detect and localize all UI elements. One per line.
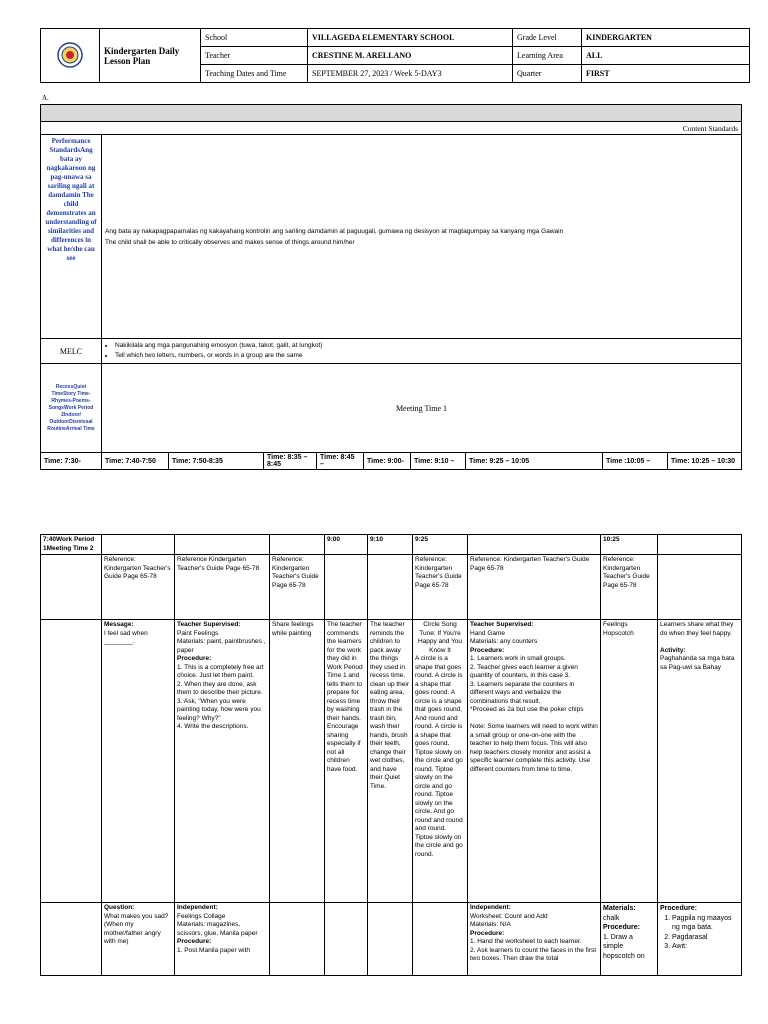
performance-text-2: The child shall be able to critically observes and makes sense of things around him/her (105, 238, 355, 246)
chalk-materials-title: Materials: (603, 905, 636, 912)
time-cell: Time: 8:45 – (317, 453, 364, 470)
quarter-label: Quarter (513, 65, 582, 83)
activities-table (40, 534, 742, 976)
commends-cell: The teacher commends the learners for the work they did in Work Period Time 1 and tells them to prepare for recess time by washing their hands. Encourage sharing especially if not all children have food. (325, 620, 368, 903)
hopscotch-cell: Feelings Hopscotch (601, 620, 658, 903)
circle-song-text: A circle is a shape that goes round. A circle is a shape that goes round. A circle is a shape that goes round, And round and round. A circle is a shape that goes round. Tiptoe slowly on the circle and go round. Tiptoe slowly on the circle and go round. Tiptoe slowly on the circle, And go round and round and round. Tiptoe slowly on the circle and go round. (415, 655, 463, 858)
melc-list (105, 341, 738, 361)
final-procedure-title: Procedure: (660, 905, 697, 912)
paint-step: 4. Write the descriptions. (177, 723, 249, 730)
question-text: What makes you sad? (When my mother/father angry with me) (104, 912, 169, 945)
procedure-title: Procedure: (177, 938, 212, 945)
circle-song-cell (413, 620, 468, 903)
performance-standards-cell (41, 135, 102, 339)
deped-seal-icon (57, 42, 83, 68)
header-cell (175, 535, 270, 555)
time-cell: Time: 7:30- (41, 453, 102, 470)
deped-seal-cell (41, 29, 100, 83)
final-step: 2. Pagdarasal (672, 933, 739, 943)
area-value: ALL (582, 47, 750, 65)
hand-note: Note: Some learners will need to work within a small group or one-on-one with the teacher to help them focus. This will also help teachers closely monitor and assist a specific learner complete this activity. Use different counters from time to time. (470, 723, 598, 773)
time-cell: Time: 9:25 – 10:05 (466, 453, 603, 470)
paint-step: 3. Ask, "When you were painting today, how were you feeling? Why?" (177, 697, 261, 722)
performance-text-1: Ang bata ay nakapagpapamalas ng kakayahang kontrolin ang sariling damdamin at paguugali, gumawa ng desisyon at magtagumpay sa kanyang mga Gawain (105, 227, 564, 235)
performance-standards-label: Performance StandardsAng bata ay nagkakaroon ng pag-unawa sa sariling ugali at damdamin The child demonstrates an understanding of similarities and differences in what he/she can see (45, 137, 97, 262)
time-cell: Time: 10:25 – 10:30 (668, 453, 742, 470)
paint-feelings-cell (175, 620, 270, 903)
circle-song-title: Circle Song Tune: If You're Happy and You Know It (417, 621, 463, 654)
activity-title: Activity: (660, 646, 686, 654)
worksheet-cell (468, 903, 601, 976)
chalk-cell (601, 903, 658, 976)
title-cell (100, 29, 201, 83)
teacher-supervised-title: Teacher Supervised: (470, 621, 534, 628)
empty-cell (368, 903, 413, 976)
content-standards-label: Content Standards (41, 122, 742, 135)
chalk-procedure: Procedure: (603, 924, 640, 931)
header-cell: 10:25 (601, 535, 658, 555)
hand-step: *Proceed as 2a but use the poker chips (470, 706, 584, 713)
hand-step: 2. Teacher gives each learner a given quantity of counters, in this case 3. (470, 663, 578, 679)
reference-cell (368, 555, 413, 620)
procedure-title: Procedure: (470, 929, 505, 937)
time-cell: Time: 9:10 – (411, 453, 466, 470)
reference-cell: Reference: Kindergarten Teacher's Guide Page 65-78 (601, 555, 658, 620)
header-cell: 9:00 (325, 535, 368, 555)
collage-step: 1. Post Manila paper with (177, 946, 250, 954)
meeting-time-1: Meeting Time 1 (102, 364, 742, 453)
procedure-title: Procedure: (177, 655, 212, 662)
time-cell: Time: 7:40-7:50 (102, 453, 169, 470)
worksheet-step: 2. Ask learners to count the faces in the first two boxes. Then draw the total (470, 946, 597, 962)
hand-materials: Materials: any counters (470, 638, 538, 645)
paint-step: 2. When they are done, ask them to describe their picture. (177, 680, 263, 696)
dates-value: SEPTEMBER 27, 2023 / Week 5-DAY3 (308, 65, 513, 83)
message-cell (102, 620, 175, 903)
reminds-cell: The teacher reminds the children to pack away the things they used in recess time, clean up their eating area, throw their trash in the trash bin, wash their hands, brush their teeth, change their wet clothes, and have their Quiet Time. (368, 620, 413, 903)
collage-materials: Materials: magazines, scissors, glue, Manila paper (177, 921, 258, 937)
message-title: Message: (104, 621, 134, 628)
gray-band (41, 105, 742, 122)
procedure-title: Procedure: (470, 646, 505, 654)
header-cell (270, 535, 325, 555)
header-cell (468, 535, 601, 555)
melc-item: • Tell which two letters, numbers, or words in a group are the same (115, 351, 738, 361)
chalk-step: 1. Draw a simple hopscotch on (603, 933, 645, 960)
time-cell: Time :10:05 – (603, 453, 668, 470)
teacher-value: CRESTINE M. ARELLANO (308, 47, 513, 65)
hand-step: 3. Learners separate the counters in different ways and verbalize the combinations that result. (470, 680, 575, 705)
question-row-cell (41, 903, 102, 976)
header-cell (102, 535, 175, 555)
grade-value: KINDERGARTEN (582, 29, 750, 47)
question-cell (102, 903, 175, 976)
final-steps-list (660, 914, 739, 952)
page-title: Kindergarten Daily Lesson Plan (104, 45, 180, 66)
empty-cell (270, 903, 325, 976)
reference-cell (41, 555, 102, 620)
melc-cell (102, 339, 742, 364)
activity-cell (41, 620, 102, 903)
independent-title: Independent: (177, 904, 218, 911)
hand-game-title: Hand Game (470, 629, 506, 637)
dates-label: Teaching Dates and Time (201, 65, 308, 83)
reference-cell: Reference Kindergarten Teacher's Guide Page 65-78 (175, 555, 270, 620)
worksheet-step: 1. Hand the worksheet to each learner. (470, 938, 582, 945)
header-cell: 9:10 (368, 535, 413, 555)
hand-game-cell (468, 620, 601, 903)
section-a-label: A. (42, 94, 49, 102)
time-cell: Time: 7:50-8:35 (169, 453, 264, 470)
final-step: 1. Pagpila ng maayos ng mga bata. (672, 914, 739, 933)
reference-cell: Reference: Kindergarten Teacher's Guide Page 65-78 (468, 555, 601, 620)
header-cell (658, 535, 742, 555)
collage-cell (175, 903, 270, 976)
school-value: VILLAGEDA ELEMENTARY SCHOOL (308, 29, 513, 47)
empty-cell (413, 903, 468, 976)
final-step: 3. Awit: (672, 942, 739, 952)
final-procedure-cell (658, 903, 742, 976)
share-happy-cell (658, 620, 742, 903)
teacher-supervised-title: Teacher Supervised: (177, 621, 241, 628)
paint-materials: Materials: paint, paintbrushes , paper (177, 638, 266, 654)
reference-cell (325, 555, 368, 620)
quarter-value: FIRST (582, 65, 750, 83)
school-label: School (201, 29, 308, 47)
empty-cell (325, 903, 368, 976)
teacher-label: Teacher (201, 47, 308, 65)
paint-title: Paint Feelings (177, 629, 219, 637)
time-cell: Time: 8:35 – 8:45 (264, 453, 317, 470)
reference-cell: Reference: Kindergarten Teacher's Guide Page 65-78 (270, 555, 325, 620)
grade-label: Grade Level (513, 29, 582, 47)
reference-cell (658, 555, 742, 620)
question-title: Question: (104, 904, 135, 911)
worksheet-materials: Materials: N/A (470, 921, 511, 928)
independent-title: Independent: (470, 904, 511, 911)
share-happy-text: Learners share what they do when they feel happy. (660, 621, 734, 637)
chalk-text: chalk (603, 914, 620, 922)
routine-cell (41, 364, 102, 453)
worksheet-text: Worksheet: Count and Add (470, 912, 548, 920)
routine-label: RecessQuiet TimeStory Time-Rhymes-Poems-SongsWork Period 2Indoor/ OutdoorDismissal RoutineArrival Time (47, 383, 95, 432)
hand-step: 1. Learners work in small groups. (470, 655, 566, 662)
collage-title: Feelings Collage (177, 912, 226, 920)
melc-item: • Nakikilala ang mga pangunahing emosyon (tuwa, takot, galit, at lungkot) (115, 341, 738, 351)
activity-text: Paghahanda sa mga bata sa Pag-uwi sa Bahay (660, 655, 735, 671)
area-label: Learning Area (513, 47, 582, 65)
melc-label: MELC (41, 339, 102, 364)
header-table (40, 28, 750, 83)
paint-step: 1. This is a completely free art choice. Just let them paint. (177, 663, 264, 679)
message-text: I feel sad when ________. (104, 629, 148, 645)
share-feelings-cell: Share feelings while painting (270, 620, 325, 903)
reference-cell: Reference: Kindergarten Teacher's Guide Page 65-78 (413, 555, 468, 620)
standards-table (40, 104, 742, 470)
reference-cell: Reference: Kindergarten Teacher's Guide Page 65-78 (102, 555, 175, 620)
performance-text-cell (102, 135, 742, 339)
header-cell: 9:25 (413, 535, 468, 555)
time-cell: Time: 9:00- (364, 453, 411, 470)
header-cell: 7:40Work Period 1Meeting Time 2 (41, 535, 102, 555)
